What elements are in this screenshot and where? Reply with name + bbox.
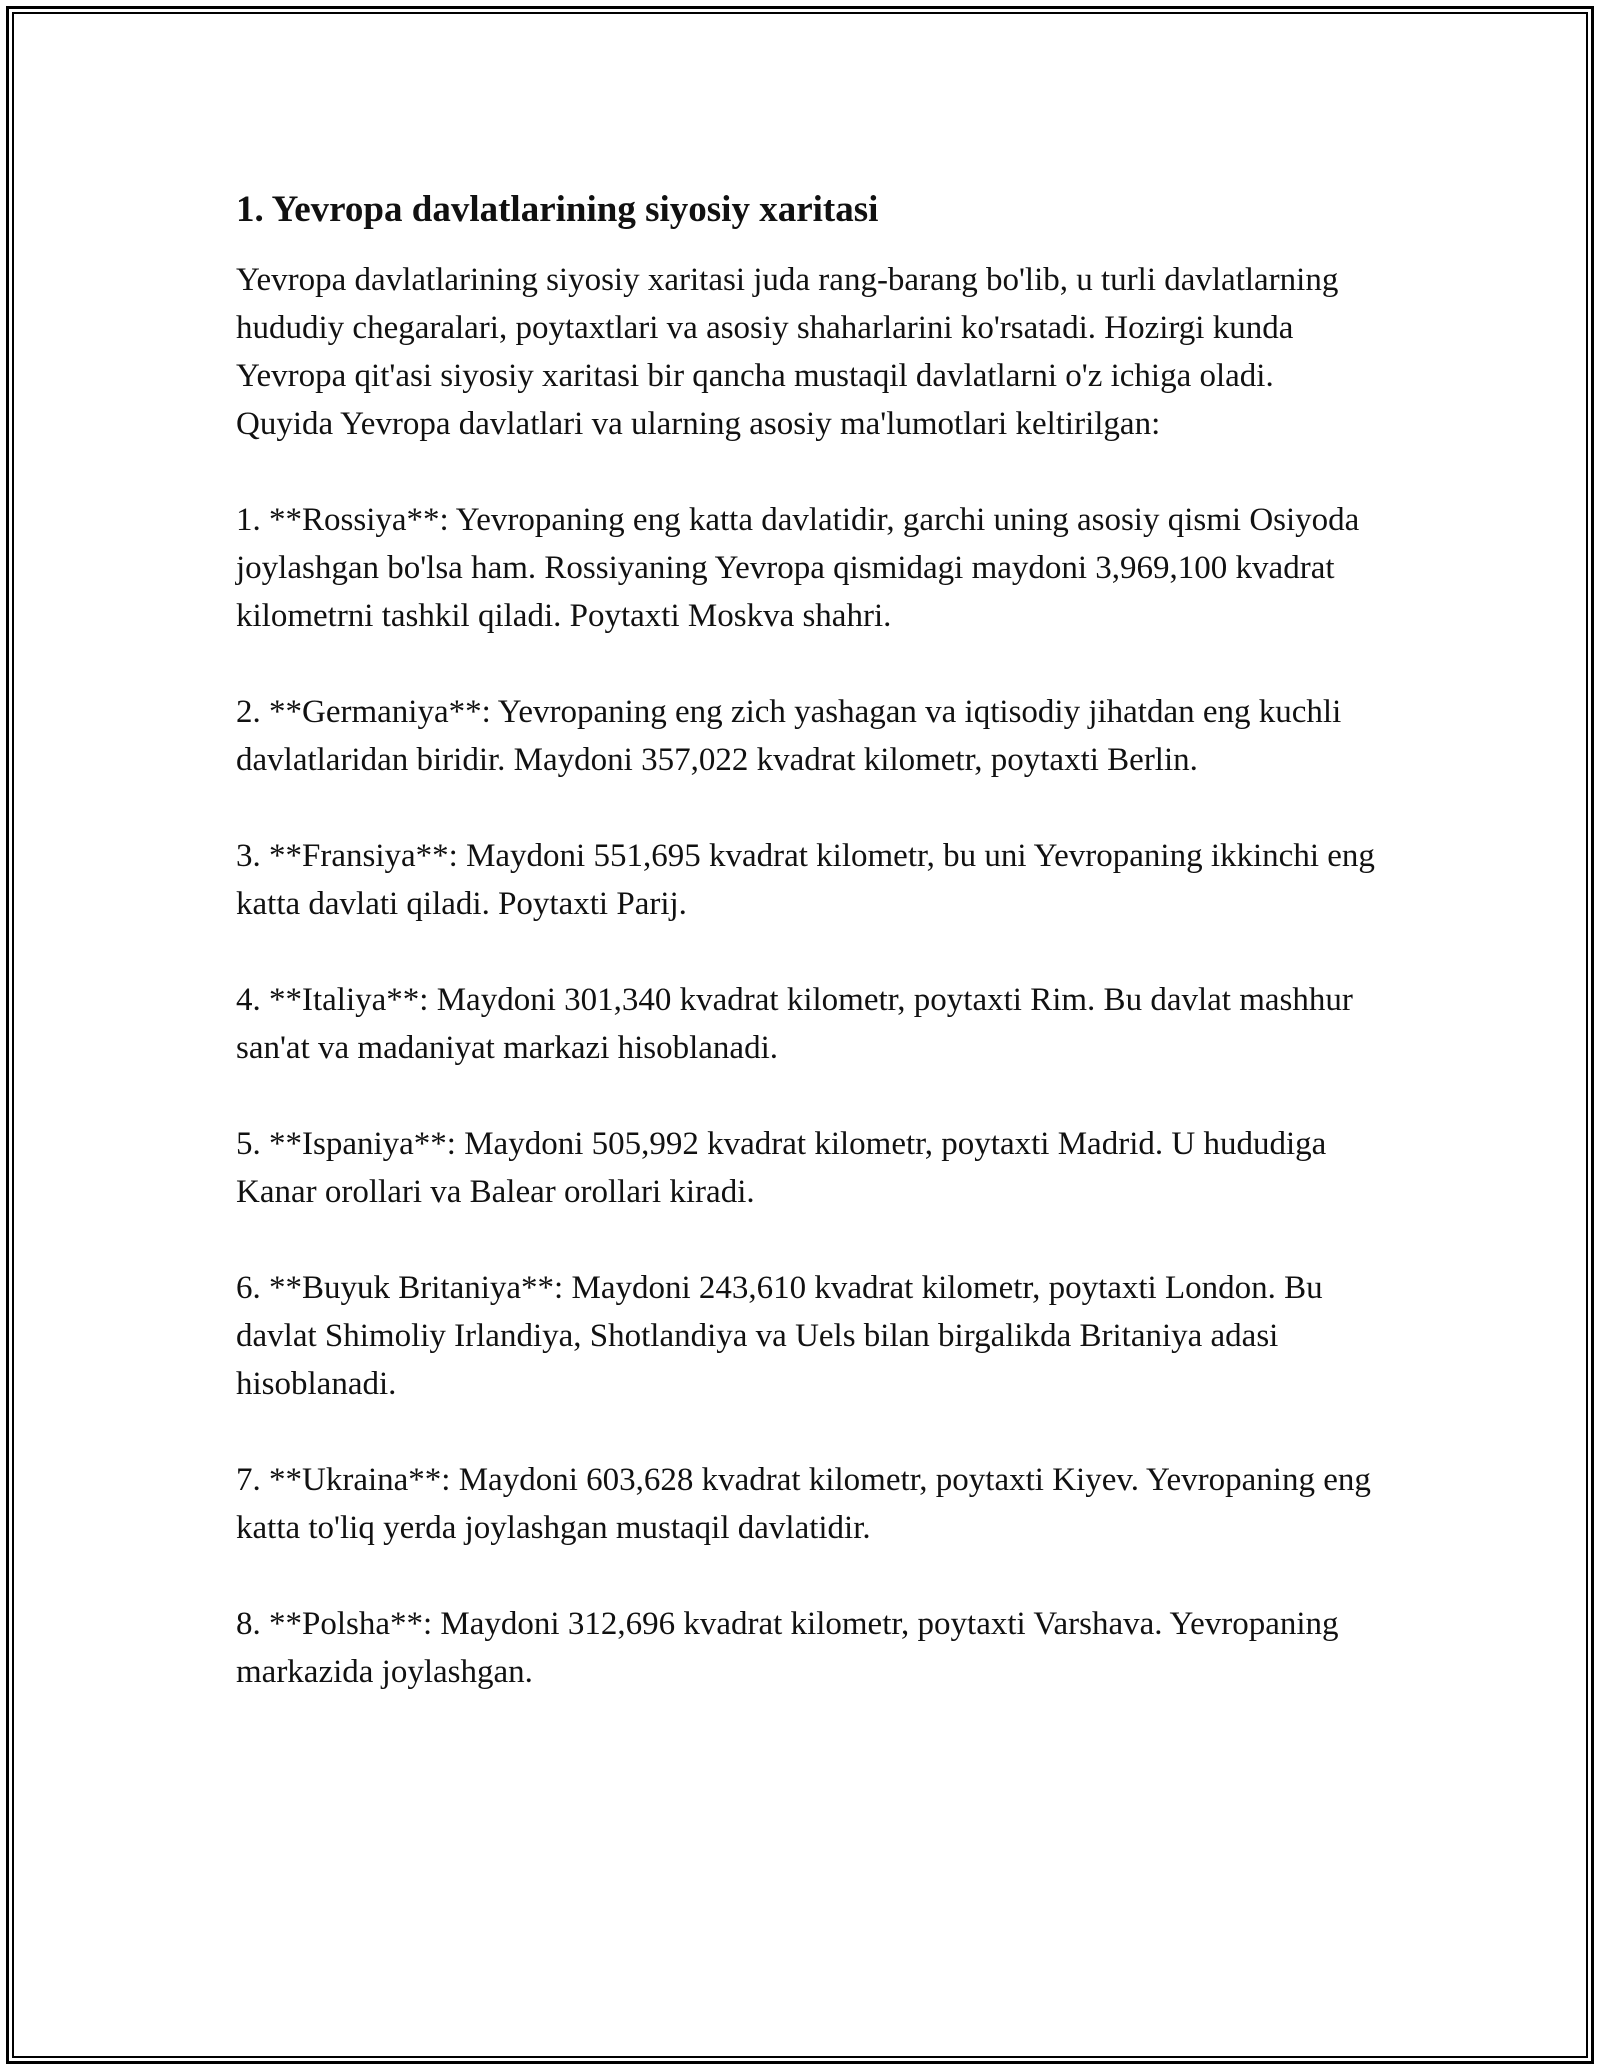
list-item-rossiya: 1. **Rossiya**: Yevropaning eng katta davlatidir, garchi uning asosiy qismi Osiyoda joylashgan bo'lsa ham. Rossiyaning Yevropa qismidagi maydoni 3,969,100 kvadrat kilometrni tashkil qiladi. Poytaxti Moskva shahri. — [236, 502, 1360, 634]
document-title: 1. Yevropa davlatlarining siyosiy xaritasi — [236, 189, 879, 230]
intro-paragraph: Yevropa davlatlarining siyosiy xaritasi juda rang-barang bo'lib, u turli davlatlarning hududiy chegaralari, poytaxtlari va asosiy shaharlarini ko'rsatadi. Hozirgi kunda Yevropa qit'asi siyosiy xaritasi bir qancha mustaqil davlatlarni o'z ichiga oladi. Quyida Yevropa davlatlari va ularning asosiy ma'lumotlari keltirilgan: — [236, 262, 1339, 442]
list-item-italiya: 4. **Italiya**: Maydoni 301,340 kvadrat kilometr, poytaxti Rim. Bu davlat mashhur san'at va madaniyat markazi hisoblanadi. — [236, 982, 1353, 1066]
document-body — [236, 186, 1376, 1744]
list-item-germaniya: 2. **Germaniya**: Yevropaning eng zich yashagan va iqtisodiy jihatdan eng kuchli davlatlaridan biridir. Maydoni 357,022 kvadrat kilometr, poytaxti Berlin. — [236, 694, 1342, 778]
list-item-polsha: 8. **Polsha**: Maydoni 312,696 kvadrat kilometr, poytaxti Varshava. Yevropaning markazida joylashgan. — [236, 1606, 1339, 1690]
list-item-ukraina: 7. **Ukraina**: Maydoni 603,628 kvadrat kilometr, poytaxti Kiyev. Yevropaning eng katta to'liq yerda joylashgan mustaqil davlatidir. — [236, 1462, 1371, 1546]
list-item-ispaniya: 5. **Ispaniya**: Maydoni 505,992 kvadrat kilometr, poytaxti Madrid. U hududiga Kanar orollari va Balear orollari kiradi. — [236, 1126, 1327, 1210]
list-item-fransiya: 3. **Fransiya**: Maydoni 551,695 kvadrat kilometr, bu uni Yevropaning ikkinchi eng katta davlati qiladi. Poytaxti Parij. — [236, 838, 1375, 922]
list-item-buyuk-britaniya: 6. **Buyuk Britaniya**: Maydoni 243,610 kvadrat kilometr, poytaxti London. Bu davlat Shimoliy Irlandiya, Shotlandiya va Uels bilan birgalikda Britaniya adasi hisoblanadi. — [236, 1270, 1323, 1402]
